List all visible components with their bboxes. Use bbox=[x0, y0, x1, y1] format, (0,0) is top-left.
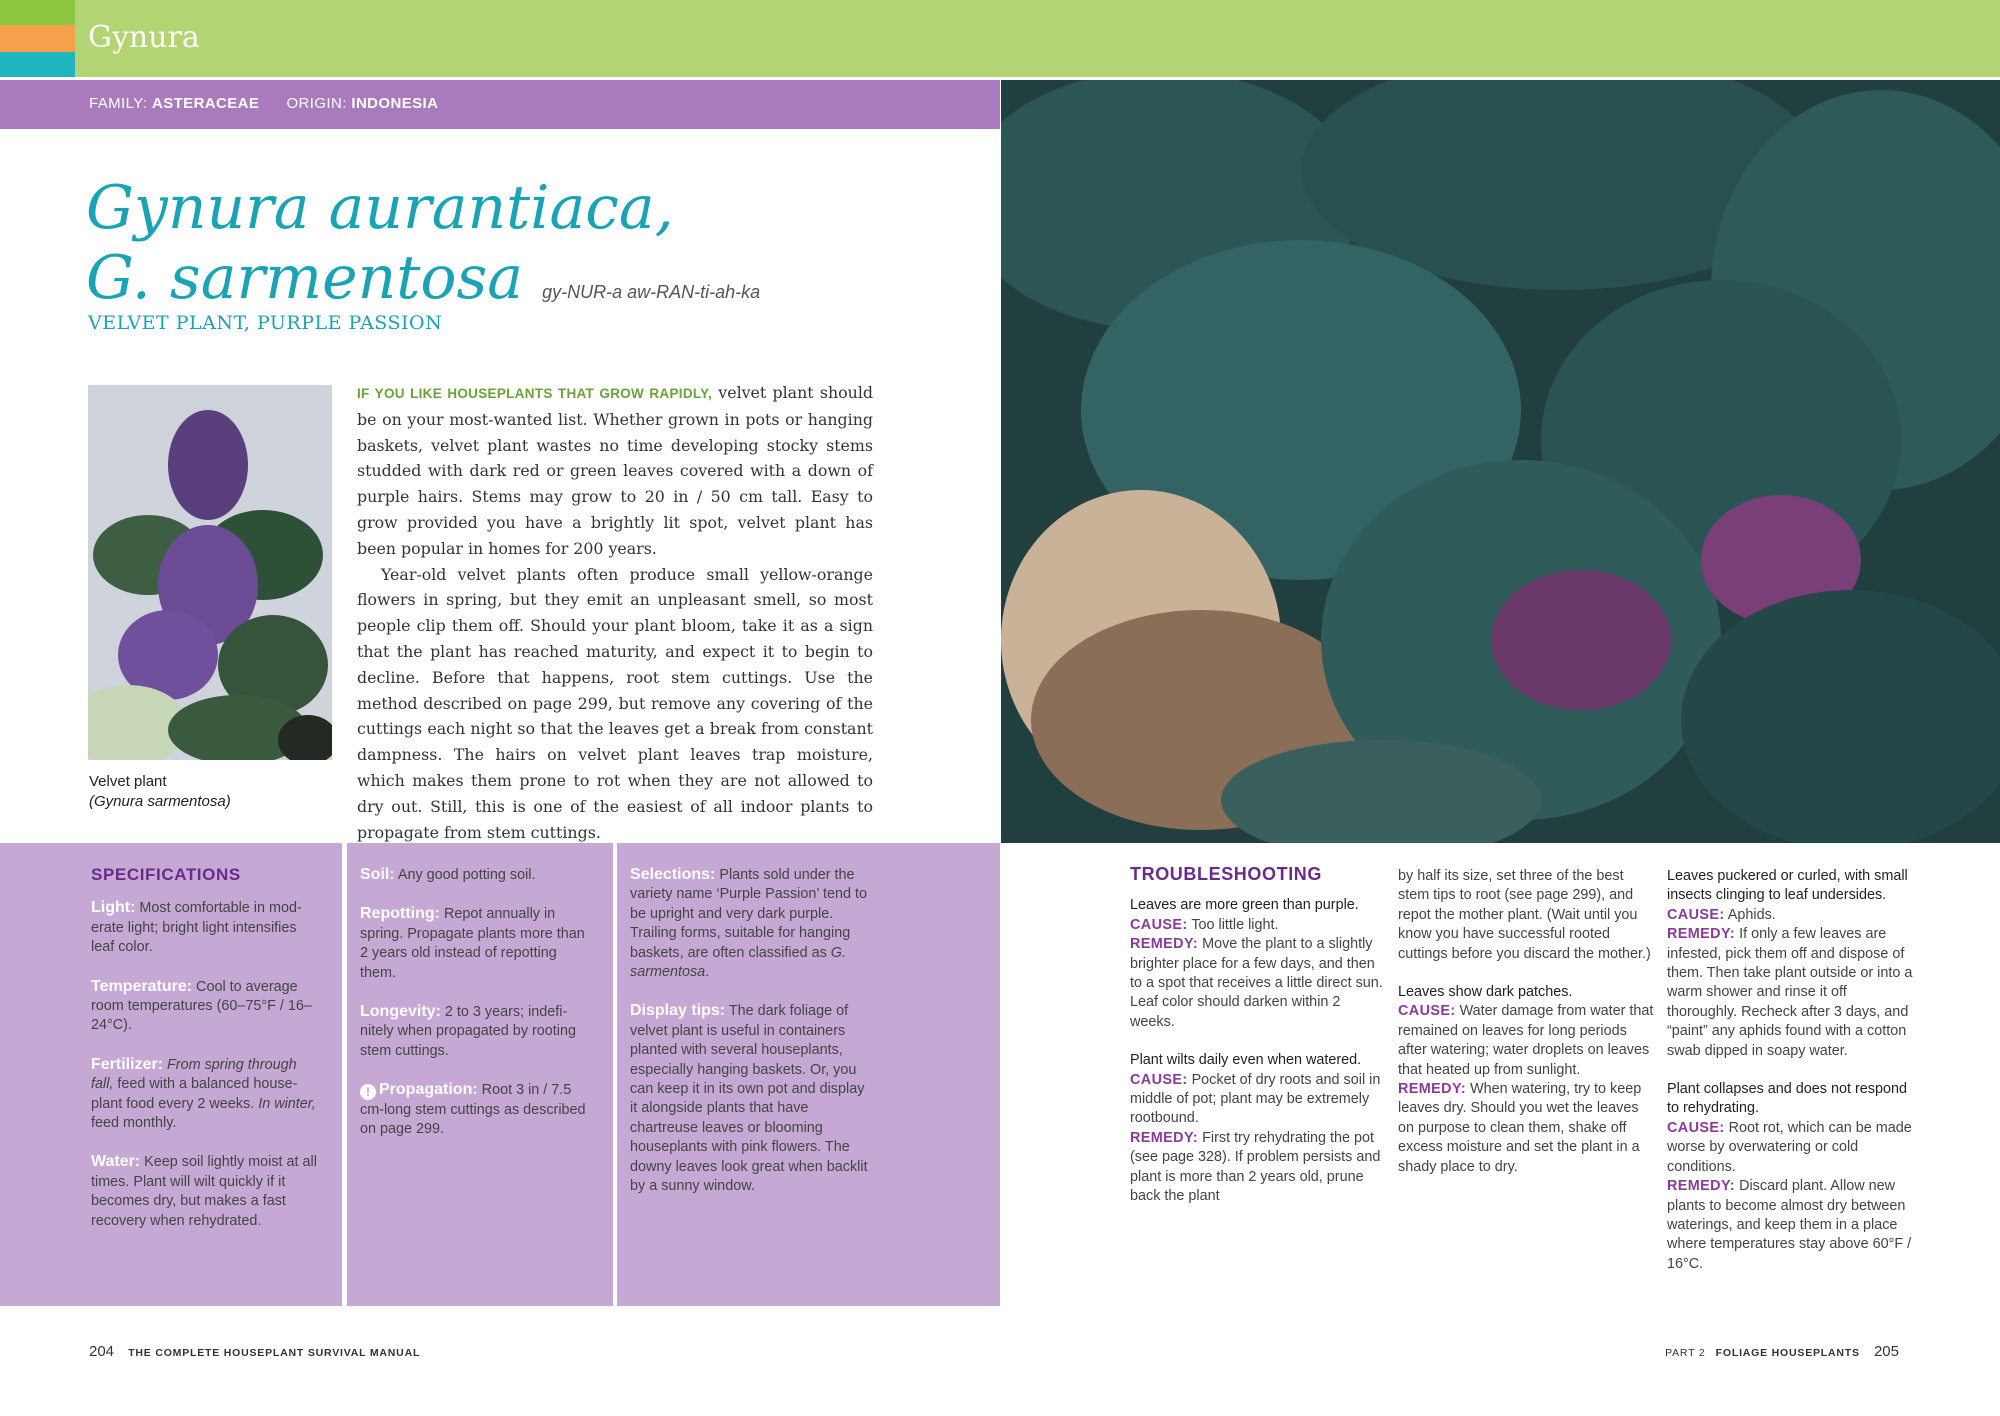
spec-light bbox=[91, 898, 321, 957]
spec-soil bbox=[360, 865, 595, 885]
remedy-label: REMEDY: bbox=[1130, 936, 1199, 953]
remedy-label: REMEDY: bbox=[1667, 926, 1736, 943]
spec-water-text: Keep soil lightly moist at all times. Plant will wilt quickly if it becomes dry, but makes a fast recovery when rehydrated. bbox=[91, 1154, 317, 1229]
spec-fertilizer-em2: In winter, bbox=[254, 1095, 316, 1112]
spec-light-text: Most comfortable in moderate light; bright light intensifies leaf color. bbox=[91, 900, 302, 956]
remedy-label: REMEDY: bbox=[1130, 1129, 1199, 1146]
specs-column-1 bbox=[0, 843, 342, 1306]
spec-repotting-label: Repotting: bbox=[360, 905, 440, 923]
specs-title: SPECIFICATIONS bbox=[91, 865, 241, 884]
propagation-icon: ! bbox=[360, 1084, 376, 1100]
color-tab-teal bbox=[0, 52, 75, 77]
color-tab-green bbox=[0, 0, 75, 25]
trouble-c3: Water damage from water that remained on leaves for long periods after watering; water droplets on leaves that heated up from sunlight. bbox=[1398, 1003, 1654, 1078]
spec-longevity-label: Longevity: bbox=[360, 1003, 441, 1021]
spec-fertilizer-text2: feed monthly. bbox=[91, 1115, 177, 1132]
cause-label: CAUSE: bbox=[1130, 1071, 1188, 1088]
trouble-item-2 bbox=[1130, 1051, 1388, 1206]
book-title: THE COMPLETE HOUSEPLANT SURVIVAL MANUAL bbox=[128, 1347, 421, 1359]
trouble-r4: If only a few leaves are infested, pick them off and dispose of them. Then take plant outside or into a warm shower and rinse it off thoroughly. Recheck after 3 days, and “paint” any aphids found with a cotton swab dipped in soapy water. bbox=[1667, 926, 1913, 1059]
trouble-c5: Root rot, which can be made worse by overwatering or cold conditions. bbox=[1667, 1119, 1912, 1175]
spec-propagation bbox=[360, 1080, 595, 1139]
footer-right bbox=[1665, 1343, 1899, 1360]
scientific-name-line2: G. sarmentosa bbox=[86, 243, 524, 313]
spec-display-label: Display tips: bbox=[630, 1002, 726, 1020]
caption-line2: (Gynura sarmentosa) bbox=[89, 793, 231, 810]
spec-longevity bbox=[360, 1002, 595, 1061]
trouble-r1: Move the plant to a slightly brighter place for a few days, and then to a spot that receives a little direct sun. Leaf color should darken within 2 weeks. bbox=[1130, 936, 1383, 1030]
spec-display-tips bbox=[630, 1001, 875, 1196]
spec-repotting-text: Repot annually in spring. Propagate plants more than 2 years old instead of repotting them. bbox=[360, 906, 585, 981]
trouble-q2: Plant wilts daily even when watered. bbox=[1130, 1052, 1362, 1069]
cause-label: CAUSE: bbox=[1667, 906, 1725, 923]
body-paragraph-1 bbox=[357, 380, 873, 562]
trouble-item-5 bbox=[1667, 1080, 1917, 1274]
remedy-label: REMEDY: bbox=[1667, 1178, 1736, 1195]
spec-fertilizer bbox=[91, 1055, 321, 1134]
spec-fertilizer-label: Fertilizer: bbox=[91, 1055, 164, 1073]
lead-in: IF YOU LIKE HOUSEPLANTS THAT GROW RAPIDLY, bbox=[357, 386, 713, 401]
troubleshooting-title: TROUBLESHOOTING bbox=[1130, 864, 1322, 884]
color-tab-orange bbox=[0, 25, 75, 52]
scientific-name-line1: Gynura aurantiaca, bbox=[86, 173, 674, 243]
trouble-item-1 bbox=[1130, 896, 1388, 1032]
gynura-leaves-photo bbox=[1001, 80, 2000, 843]
body-text bbox=[357, 380, 873, 845]
spec-longevity-text: 2 to 3 years; indefinitely when propagated by rooting stem cuttings. bbox=[360, 1004, 577, 1059]
trouble-column-2 bbox=[1398, 867, 1656, 1196]
specs-column-3 bbox=[617, 843, 1000, 1306]
trouble-c2: Pocket of dry roots and soil in middle of pot; plant may be extremely rootbound. bbox=[1130, 1071, 1381, 1127]
trouble-column-3 bbox=[1667, 867, 1917, 1293]
spec-fertilizer-em1: From spring through fall, bbox=[91, 1056, 297, 1093]
common-names: VELVET PLANT, PURPLE PASSION bbox=[88, 312, 443, 334]
body-paragraph-2: Year-old velvet plants often produce small yellow-orange flowers in spring, but they emit an unpleasant smell, so most people clip them off. Should your plant bloom, take it as a sign that the plant has reached maturity, and expect it to begin to decline. Before that happens, root stem cuttings. Use the method described on page 299, but remove any covering of the cuttings each night so that the leaves get a break from constant dampness. The hairs on velvet plant leaves trap moisture, which makes them prone to rot when they are not allowed to dry out. Still, this is one of the easiest of all indoor plants to propagate from stem cuttings. bbox=[357, 564, 873, 842]
top-banner bbox=[0, 0, 2000, 77]
trouble-item-3 bbox=[1398, 983, 1656, 1177]
body-p1-rest: velvet plant should be on your most-wanted list. Whether grown in pots or hanging baskets, velvet plant wastes no time developing stocky stems studded with dark red or green leaves covered with a down of purple hairs. Stems may grow to 20 in / 50 cm tall. Easy to grow provided you have a brightly lit spot, velvet plant has been popular in homes for 200 years. bbox=[357, 383, 873, 558]
spec-selections-label: Selections: bbox=[630, 866, 716, 883]
trouble-c4: Aphids. bbox=[1724, 906, 1776, 923]
page-number-left: 204 bbox=[89, 1343, 115, 1360]
family-value: ASTERACEAE bbox=[151, 95, 260, 112]
trouble-r3: When watering, try to keep leaves dry. Should you wet the leaves on purpose to clean them, shake off excess moisture and set the plant in a shady place to dry. bbox=[1398, 1081, 1642, 1175]
spec-propagation-label: Propagation: bbox=[379, 1081, 478, 1099]
spec-selections-text: Plants sold under the variety name ‘Purple Passion’ tend to be upright and very dark purple. Trailing forms, suitable for hanging baskets, are often classified as bbox=[630, 867, 868, 961]
cause-label: CAUSE: bbox=[1130, 916, 1188, 933]
spec-fertilizer-text1: feed with a balanced houseplant food every 2 weeks. bbox=[91, 1076, 298, 1112]
spec-temperature-text: Cool to average room temperatures (60–75°F / 16–24°C). bbox=[91, 978, 312, 1034]
remedy-label: REMEDY: bbox=[1398, 1081, 1467, 1098]
specs-column-2 bbox=[347, 843, 613, 1306]
trouble-q4: Leaves puckered or curled, with small insects clinging to leaf undersides. bbox=[1667, 868, 1908, 904]
page-number-right: 205 bbox=[1873, 1343, 1899, 1360]
pronunciation: gy-NUR-a aw-RAN-ti-ah-ka bbox=[542, 282, 761, 302]
trouble-item-4 bbox=[1667, 867, 1917, 1061]
trouble-q3: Leaves show dark patches. bbox=[1398, 984, 1573, 1001]
spec-repotting bbox=[360, 904, 595, 983]
trouble-r5: Discard plant. Allow new plants to become almost dry between waterings, and keep them in a place where temperatures stay above 60°F / 16°C. bbox=[1667, 1178, 1912, 1272]
section-title: FOLIAGE HOUSEPLANTS bbox=[1715, 1347, 1860, 1359]
footer-left bbox=[89, 1343, 420, 1360]
part-label: PART 2 bbox=[1665, 1347, 1706, 1359]
family-label: FAMILY: bbox=[89, 95, 148, 112]
banner-title: Gynura bbox=[88, 20, 200, 55]
cause-label: CAUSE: bbox=[1398, 1003, 1456, 1020]
spec-soil-label: Soil: bbox=[360, 866, 395, 883]
trouble-q1: Leaves are more green than purple. bbox=[1130, 897, 1359, 914]
photo-caption bbox=[89, 772, 231, 812]
trouble-column-1 bbox=[1130, 865, 1388, 1226]
spec-temperature-label: Temperature: bbox=[91, 977, 193, 995]
trouble-item-2-cont: by half its size, set three of the best stem tips to root (see page 299), and repot the mother plant. (Wait until you know you have successful rooted cuttings before you discard the mother.) bbox=[1398, 868, 1651, 962]
trouble-r2: First try rehydrating the pot (see page 328). If problem persists and plant is more than 2 years old, prune back the plant bbox=[1130, 1129, 1381, 1205]
spec-selections bbox=[630, 865, 875, 982]
spec-selections-em: G. sarmentosa bbox=[630, 944, 846, 981]
velvet-plant-photo bbox=[88, 385, 332, 760]
spec-propagation-text: Root 3 in / 7.5 cm-long stem cuttings as described on page 299. bbox=[360, 1082, 586, 1138]
spec-light-label: Light: bbox=[91, 899, 136, 917]
family-origin-bar bbox=[0, 80, 1000, 129]
spec-water-label: Water: bbox=[91, 1153, 141, 1171]
spec-soil-text: Any good potting soil. bbox=[394, 867, 536, 883]
cause-label: CAUSE: bbox=[1667, 1119, 1725, 1136]
origin-value: INDONESIA bbox=[351, 95, 439, 112]
origin-label: ORIGIN: bbox=[286, 95, 347, 112]
spec-water bbox=[91, 1152, 321, 1231]
spec-selections-end: . bbox=[705, 964, 710, 981]
trouble-c1: Too little light. bbox=[1187, 916, 1279, 933]
trouble-q5: Plant collapses and does not respond to rehydrating. bbox=[1667, 1081, 1908, 1117]
caption-line1: Velvet plant bbox=[89, 773, 167, 790]
spec-temperature bbox=[91, 977, 321, 1036]
spec-display-text: The dark foliage of velvet plant is useful in containers planted with several houseplants, especially hanging baskets. Or, you can keep it in its own pot and display it alongside plants that have chartreuse leaves or blooming houseplants with pink flowers. The downy leaves look great when backlit by a sunny window. bbox=[630, 1003, 868, 1195]
